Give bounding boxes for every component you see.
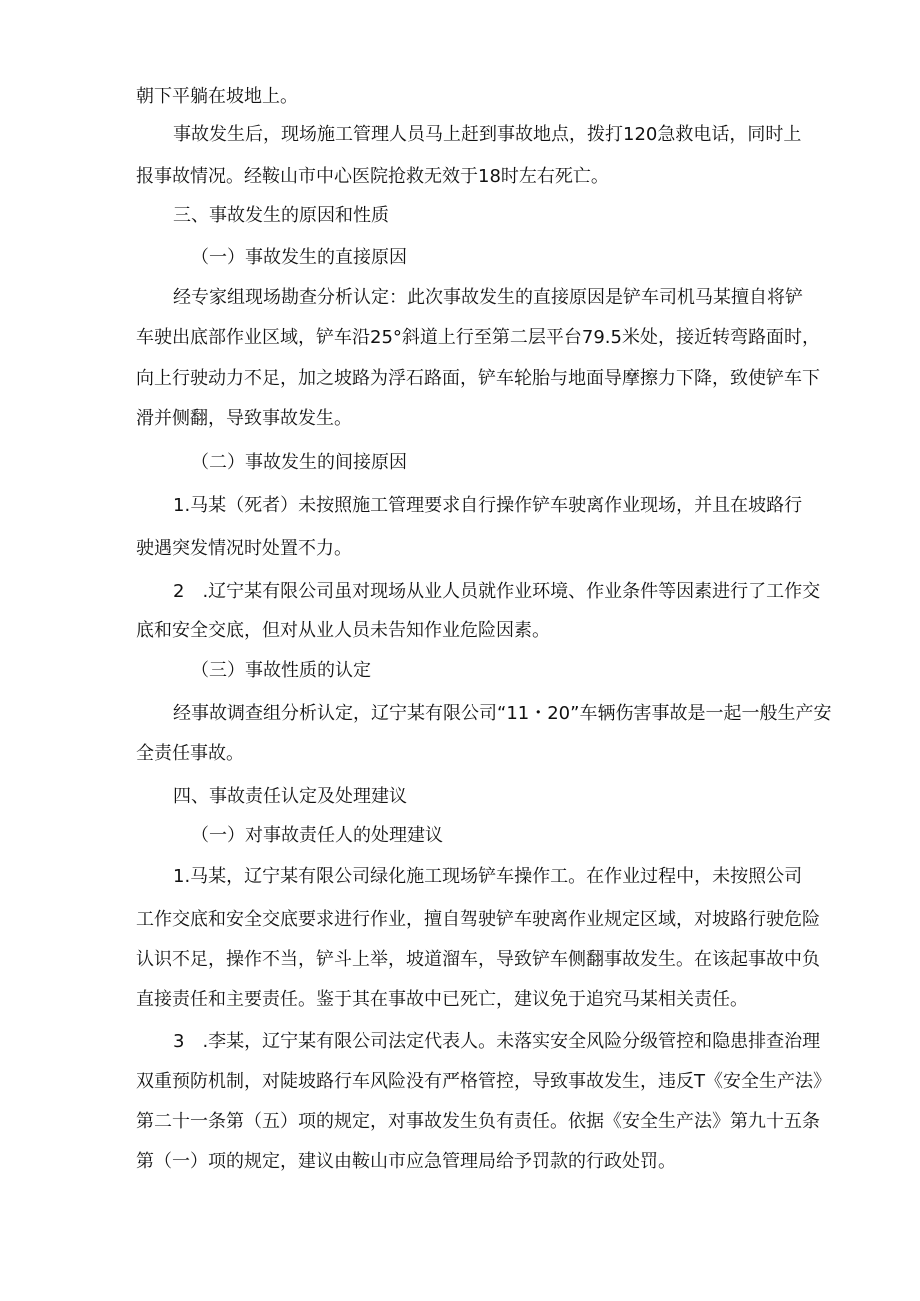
text-line: 向上行驶动力不足，加之坡路为浮石路面，铲车轮胎与地面导摩擦力下降，致使铲车下 xyxy=(136,368,820,389)
section-heading: 四、事故责任认定及处理建议 xyxy=(173,786,407,807)
text-line: 第二十一条第（五）项的规定，对事故发生负有责任。依据《安全生产法》第九十五条 xyxy=(136,1111,820,1132)
text-line: 认识不足，操作不当，铲斗上举，坡道溜车，导致铲车侧翻事故发生。在该起事故中负 xyxy=(136,949,820,970)
section-heading: 三、事故发生的原因和性质 xyxy=(173,205,389,226)
text-line: 经事故调查组分析认定，辽宁某有限公司“11・20”车辆伤害事故是一起一般生产安 xyxy=(173,703,832,724)
text-line: 经专家组现场勘查分析认定：此次事故发生的直接原因是铲车司机马某擅自将铲 xyxy=(173,287,803,308)
subsection-heading: （三）事故性质的认定 xyxy=(191,660,371,681)
text-line: 驶遇突发情况时处置不力。 xyxy=(136,538,352,559)
text-line: 2 .辽宁某有限公司虽对现场从业人员就作业环境、作业条件等因素进行了工作交 xyxy=(173,581,821,602)
text-line: 第（一）项的规定，建议由鞍山市应急管理局给予罚款的行政处罚。 xyxy=(136,1151,676,1172)
text-line: 1.马某，辽宁某有限公司绿化施工现场铲车操作工。在作业过程中，未按照公司 xyxy=(173,866,803,887)
text-line: 双重预防机制，对陡坡路行车风险没有严格管控，导致事故发生，违反T《安全生产法》 xyxy=(136,1071,831,1092)
text-line: 工作交底和安全交底要求进行作业，擅自驾驶铲车驶离作业规定区域，对坡路行驶危险 xyxy=(136,909,820,930)
text-line: 报事故情况。经鞍山市中心医院抢救无效于18时左右死亡。 xyxy=(136,166,609,187)
text-line: 车驶出底部作业区域，铲车沿25°斜道上行至第二层平台79.5米处，接近转弯路面时， xyxy=(136,327,820,348)
text-line: 全责任事故。 xyxy=(136,743,244,764)
text-line: 直接责任和主要责任。鉴于其在事故中已死亡，建议免于追究马某相关责任。 xyxy=(136,989,748,1010)
text-line: 事故发生后，现场施工管理人员马上赶到事故地点，拨打120急救电话，同时上 xyxy=(173,124,802,145)
subsection-heading: （一）事故发生的直接原因 xyxy=(191,247,407,268)
text-line: 滑并侧翻，导致事故发生。 xyxy=(136,408,352,429)
subsection-heading: （一）对事故责任人的处理建议 xyxy=(191,825,443,846)
text-line: 1.马某（死者）未按照施工管理要求自行操作铲车驶离作业现场，并且在坡路行 xyxy=(173,495,803,516)
subsection-heading: （二）事故发生的间接原因 xyxy=(191,452,407,473)
text-line: 底和安全交底，但对从业人员未告知作业危险因素。 xyxy=(136,620,550,641)
text-line: 3 .李某，辽宁某有限公司法定代表人。未落实安全风险分级管控和隐患排查治理 xyxy=(173,1031,821,1052)
text-line: 朝下平躺在坡地上。 xyxy=(136,86,298,107)
